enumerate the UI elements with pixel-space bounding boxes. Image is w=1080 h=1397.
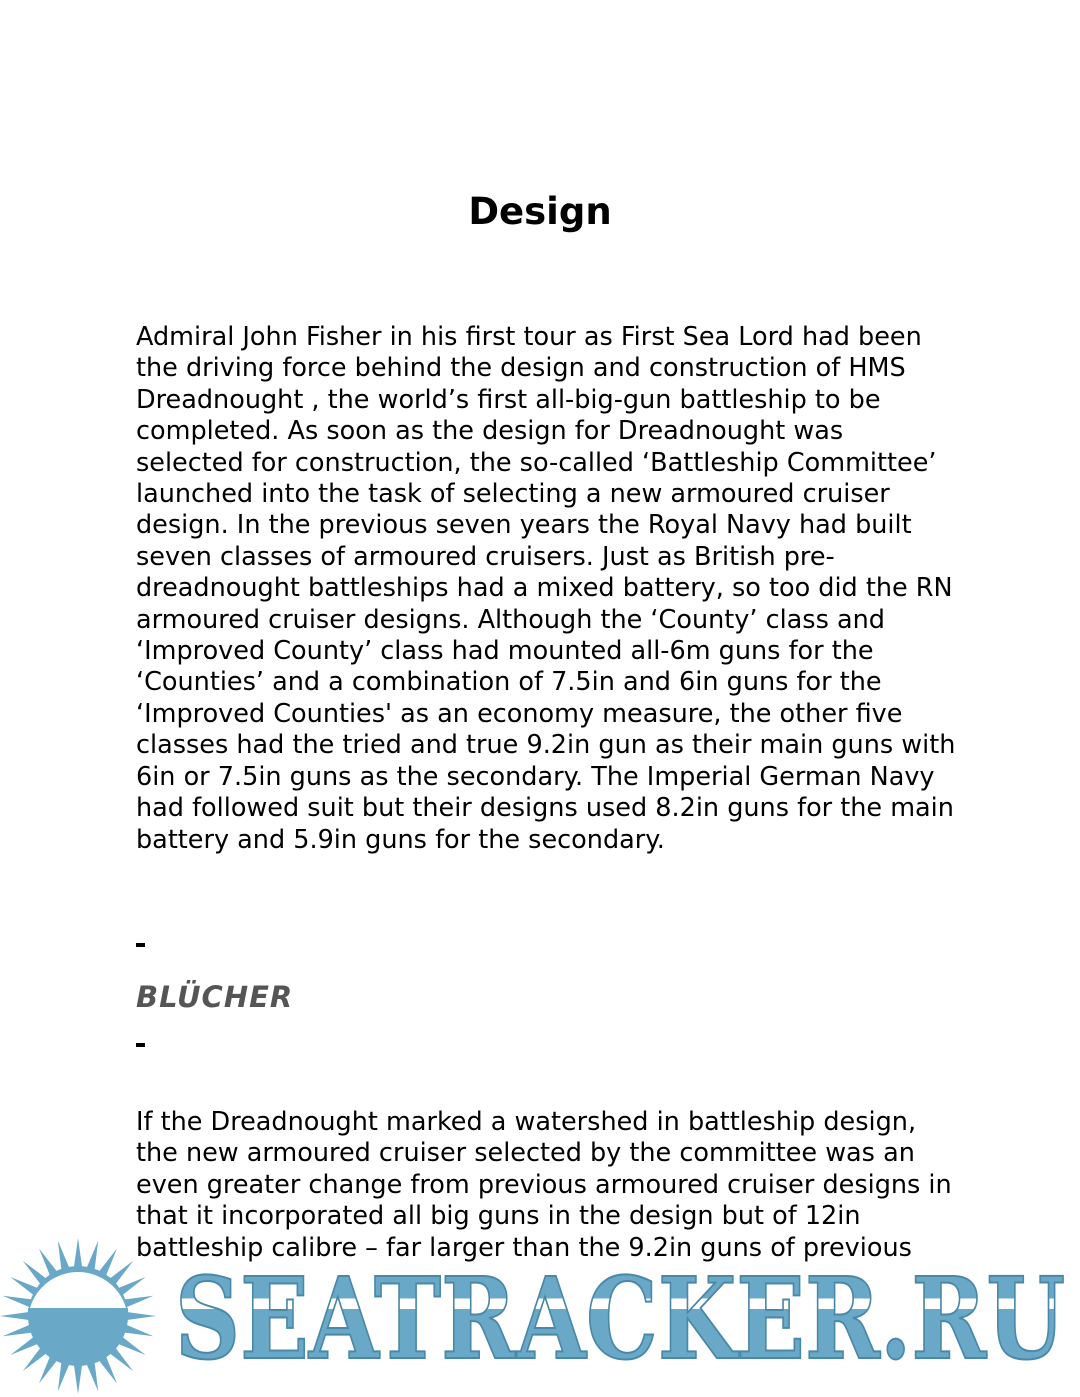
page-title: Design (468, 190, 612, 233)
sun-ray (0, 1311, 32, 1320)
watermark (0, 1238, 1080, 1397)
separator-dash (136, 1043, 145, 1047)
sun-ray (124, 1311, 156, 1320)
body-paragraph: Admiral John Fisher in his first tour as First Sea Lord had been the driving force behind the design and construction of HMS Dreadnought , the world’s first all-big-gun battleship to be completed. As soon as the design for Dreadnought was selected for construction, the so-called ‘Battleship Committee’ launched into the task of selecting a new armoured cruiser design. In the previous seven years the Royal Navy had built seven classes of armoured cruisers. Just as British pre-dreadnought battleships had a mixed battery, so too did the RN armoured cruiser designs. Although the ‘County’ class and ‘Improved County’ class had mounted all-6m guns for the ‘Counties’ and a combination of 7.5in and 6in guns for the ‘Improved Counties' as an economy measure, the other five classes had the tried and true 9.2in gun as their main guns with 6in or 7.5in guns as the secondary. The Imperial German Navy had followed suit but their designs used 8.2in guns for the main battery and 5.9in guns for the secondary. (136, 322, 956, 855)
section-subheading: BLÜCHER (136, 980, 294, 1014)
body-paragraph: If the Dreadnought marked a watershed in battleship design, the new armoured cruiser selected by the committee was an even greater change from previous armoured cruiser designs in that it incorporated all big guns in the design but of 12in battleship calibre – far larger than the 9.2in guns of previous (136, 1107, 952, 1263)
sun-ray (73, 1238, 82, 1270)
separator-dash (136, 943, 145, 947)
watermark-text: SEATRACKER.RU (175, 1260, 1065, 1370)
sun-icon (0, 1238, 160, 1397)
sun-ray (73, 1362, 82, 1394)
